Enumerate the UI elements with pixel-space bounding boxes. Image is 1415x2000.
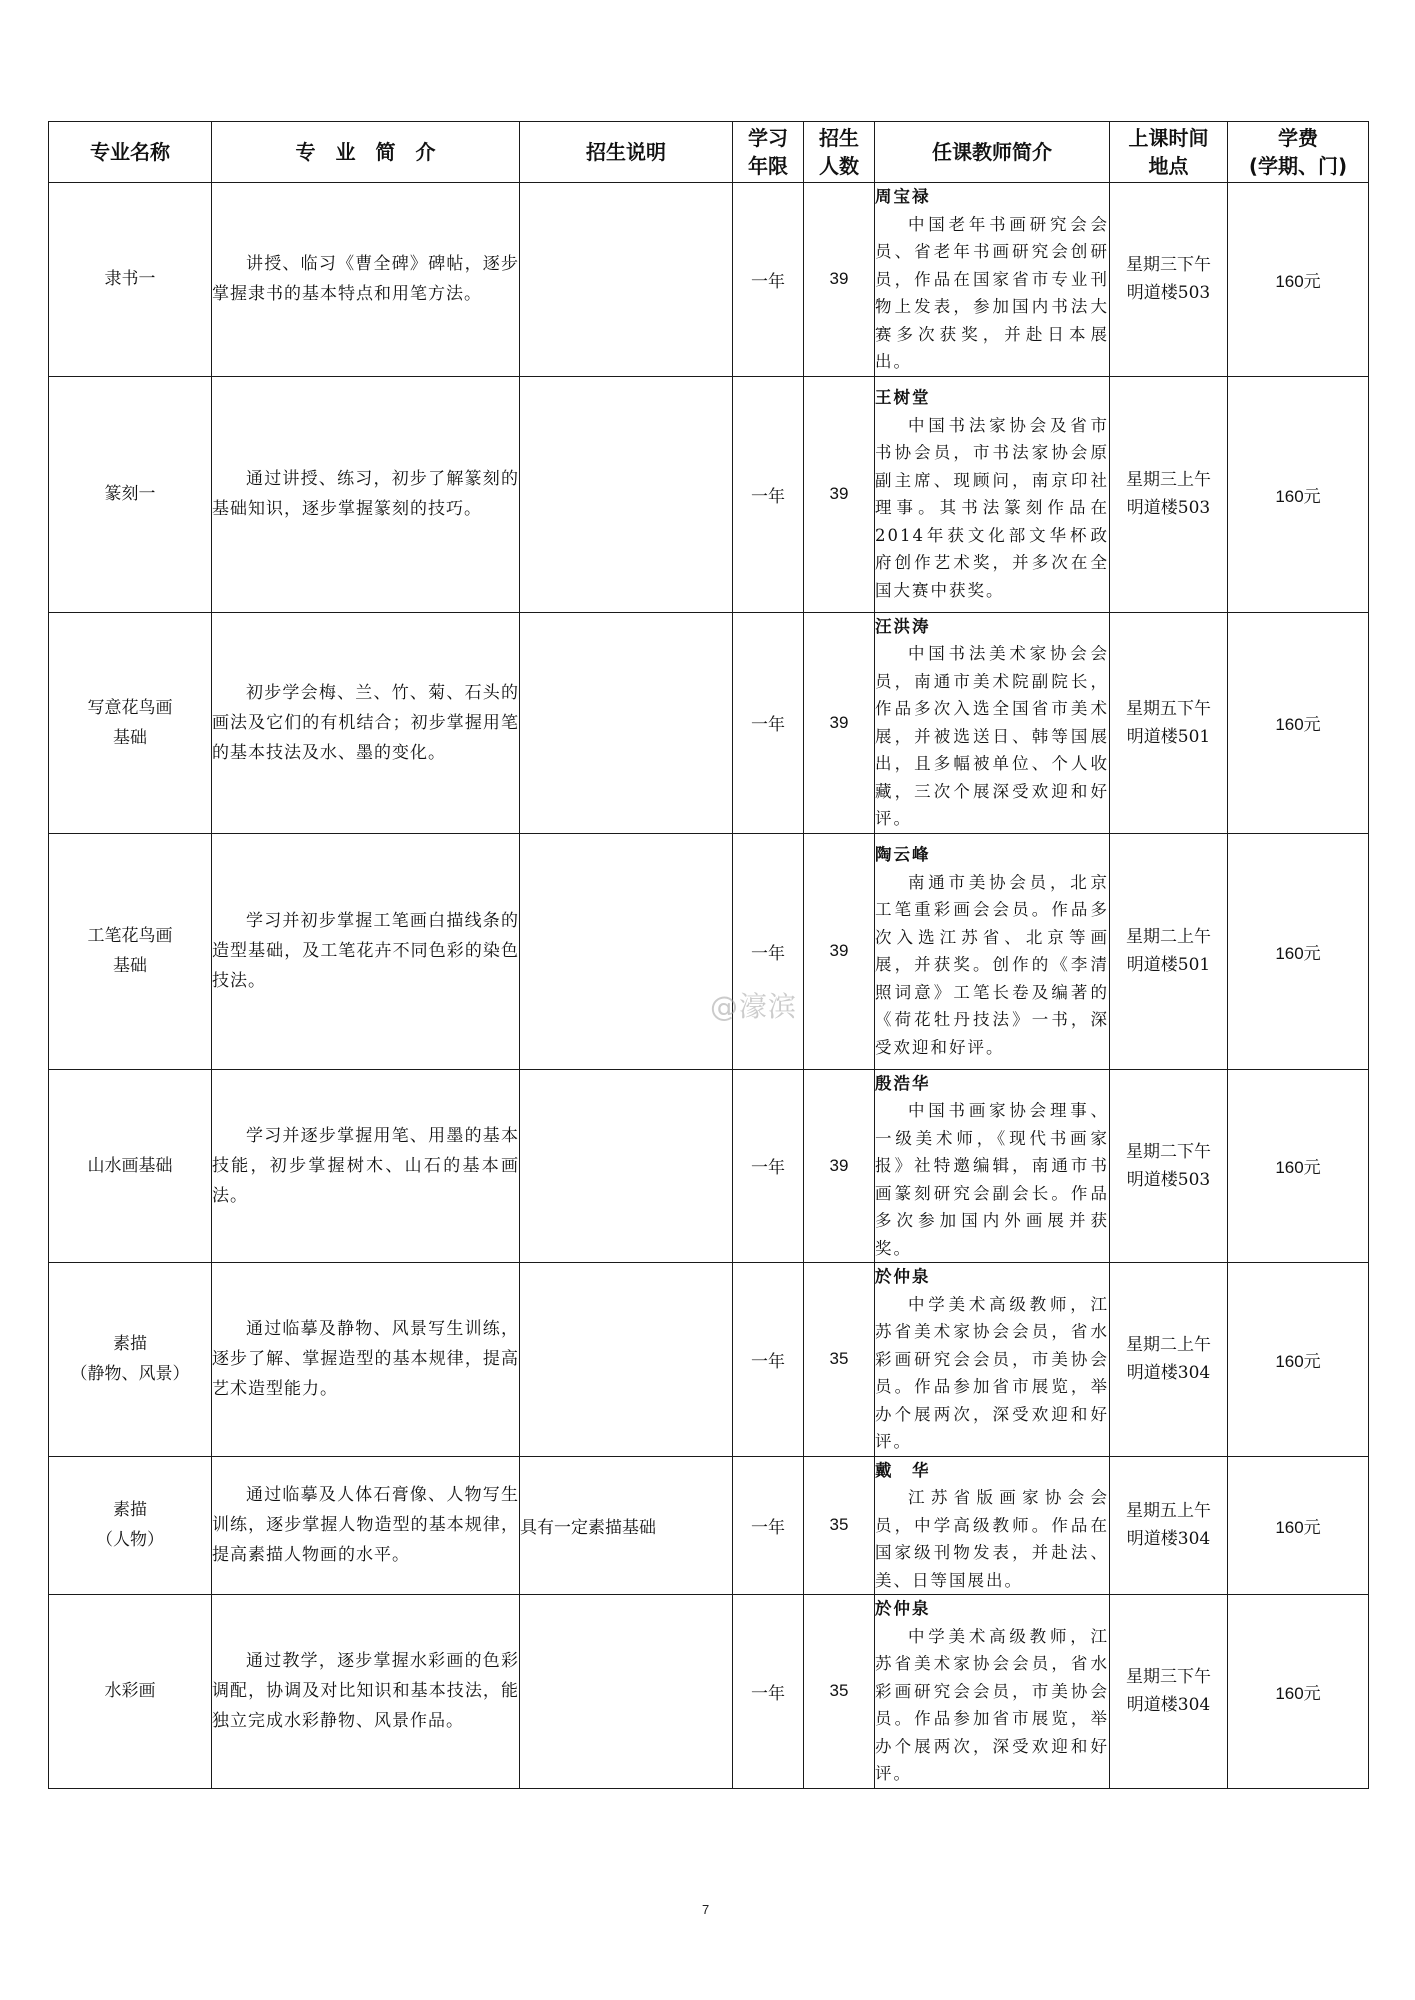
course-intro-text: 通过讲授、练习，初步了解篆刻的基础知识，逐步掌握篆刻的技巧。: [212, 469, 519, 519]
class-location: 明道楼501: [1126, 726, 1211, 747]
course-name-line1: 工笔花鸟画: [87, 926, 173, 946]
course-fee: 160元: [1228, 833, 1369, 1069]
course-years: 一年: [733, 1595, 804, 1789]
course-name-line1: 隶书一: [104, 269, 156, 290]
teacher-name: 於仲泉: [875, 1267, 931, 1286]
teacher-name: 汪洪涛: [875, 616, 931, 636]
course-enrollment: 35: [804, 1595, 875, 1789]
class-location: 明道楼503: [1126, 498, 1211, 518]
course-intro: [212, 1263, 520, 1457]
table-row: [49, 1263, 1369, 1457]
course-name-line1: 素描: [113, 1334, 147, 1355]
course-requirement: [520, 1263, 733, 1457]
class-time: 星期三下午: [1126, 1667, 1211, 1688]
table-row: [49, 1595, 1369, 1789]
class-time: 星期二上午: [1126, 927, 1211, 947]
course-fee: 160元: [1228, 1456, 1369, 1595]
class-location: 明道楼304: [1126, 1695, 1211, 1716]
course-intro-text: 讲授、临习《曹全碑》碑帖，逐步掌握隶书的基本特点和用笔方法。: [212, 254, 519, 305]
course-requirement: 具有一定素描基础: [520, 1456, 733, 1595]
course-name-line2: 基础: [113, 956, 147, 976]
header-time-line1: 上课时间: [1128, 126, 1209, 150]
class-time: 星期三上午: [1126, 470, 1211, 490]
course-requirement: [520, 612, 733, 833]
course-name-line1: 山水画基础: [87, 1155, 173, 1176]
course-years: 一年: [733, 833, 804, 1069]
course-intro: [212, 183, 520, 377]
class-time: 星期二下午: [1126, 1141, 1211, 1162]
teacher-profile: [875, 1456, 1110, 1595]
class-time-location: [1110, 183, 1228, 377]
course-enrollment: 39: [804, 833, 875, 1069]
header-major: 专业名称: [49, 122, 212, 183]
watermark: @濠滨: [710, 990, 798, 1023]
course-enrollment: 39: [804, 612, 875, 833]
table-header-row: [49, 122, 1369, 183]
header-count-line1: 招生: [819, 126, 859, 150]
course-enrollment: 39: [804, 183, 875, 377]
teacher-profile: [875, 833, 1110, 1069]
header-fee: [1228, 122, 1369, 183]
course-intro: [212, 376, 520, 612]
class-time: 星期五上午: [1126, 1501, 1211, 1522]
course-name: [49, 833, 212, 1069]
teacher-name: 戴 华: [875, 1460, 931, 1480]
course-enrollment: 39: [804, 1069, 875, 1263]
class-time-location: [1110, 833, 1228, 1069]
course-name-line2: （人物）: [96, 1530, 164, 1551]
course-intro: [212, 612, 520, 833]
course-name-line1: 写意花鸟画: [87, 697, 173, 718]
teacher-bio: 中学美术高级教师，江苏省美术家协会会员，省水彩画研究会会员，市美协会员。作品参加省市展览，举办个展两次，深受欢迎和好评。: [875, 1626, 1109, 1783]
course-requirement: [520, 1069, 733, 1263]
class-location: 明道楼503: [1126, 283, 1211, 304]
teacher-bio: 中国书画家协会理事、一级美术师，《现代书画家报》社特邀编辑，南通市书画篆刻研究会副会长。作品多次参加国内外画展并获奖。: [875, 1101, 1109, 1258]
header-count-line2: 人数: [819, 154, 859, 178]
course-name: [49, 1595, 212, 1789]
course-name-line2: （静物、风景）: [70, 1364, 190, 1385]
course-intro-text: 通过临摹及人体石膏像、人物写生训练，逐步掌握人物造型的基本规律，提高素描人物画的水平。: [212, 1485, 519, 1566]
course-years: 一年: [733, 183, 804, 377]
header-count: [804, 122, 875, 183]
header-years-line1: 学习: [748, 126, 788, 150]
table-row: [49, 183, 1369, 377]
course-name: [49, 376, 212, 612]
course-fee: 160元: [1228, 183, 1369, 377]
course-requirement: [520, 1595, 733, 1789]
class-time-location: [1110, 1456, 1228, 1595]
teacher-profile: [875, 1263, 1110, 1457]
course-requirement: [520, 376, 733, 612]
course-table: [48, 121, 1369, 1789]
course-years: 一年: [733, 1263, 804, 1457]
course-intro-text: 通过临摹及静物、风景写生训练，逐步了解、掌握造型的基本规律，提高艺术造型能力。: [212, 1319, 519, 1400]
class-time: 星期二上午: [1126, 1335, 1211, 1356]
teacher-profile: [875, 612, 1110, 833]
course-name-line2: 基础: [113, 727, 147, 748]
class-time-location: [1110, 1595, 1228, 1789]
table-row: [49, 833, 1369, 1069]
table-row: [49, 1069, 1369, 1263]
class-time-location: [1110, 1263, 1228, 1457]
teacher-name: 於仲泉: [875, 1599, 931, 1618]
header-time-line2: 地点: [1148, 154, 1189, 178]
teacher-bio: 南通市美协会员，北京工笔重彩画会会员。作品多次入选江苏省、北京等画展，并获奖。创作的《李清照词意》工笔长卷及编著的《荷花牡丹技法》一书，深受欢迎和好评。: [875, 872, 1109, 1057]
teacher-profile: [875, 183, 1110, 377]
header-teacher: 任课教师简介: [875, 122, 1110, 183]
course-requirement: [520, 833, 733, 1069]
table-row: [49, 376, 1369, 612]
teacher-bio: 中学美术高级教师，江苏省美术家协会会员，省水彩画研究会会员，市美协会员。作品参加省市展览，举办个展两次，深受欢迎和好评。: [875, 1294, 1109, 1451]
table-row: [49, 612, 1369, 833]
course-name: [49, 183, 212, 377]
course-years: 一年: [733, 376, 804, 612]
course-enrollment: 35: [804, 1263, 875, 1457]
class-location: 明道楼501: [1126, 955, 1211, 975]
course-intro: [212, 1595, 520, 1789]
course-name: [49, 1263, 212, 1457]
teacher-name: 陶云峰: [875, 845, 931, 864]
course-name-line1: 素描: [113, 1500, 147, 1521]
teacher-profile: [875, 1069, 1110, 1263]
course-fee: 160元: [1228, 1595, 1369, 1789]
course-years: 一年: [733, 1069, 804, 1263]
class-location: 明道楼304: [1126, 1363, 1211, 1384]
class-time-location: [1110, 1069, 1228, 1263]
class-time: 星期三下午: [1126, 255, 1211, 276]
teacher-profile: [875, 1595, 1110, 1789]
course-name: [49, 1069, 212, 1263]
teacher-bio: 江苏省版画家协会会员，中学高级教师。作品在国家级刊物发表，并赴法、美、日等国展出。: [875, 1488, 1109, 1590]
teacher-bio: 中国老年书画研究会会员、省老年书画研究会创研员，作品在国家省市专业刊物上发表，参加国内书法大赛多次获奖，并赴日本展出。: [875, 214, 1109, 371]
class-time-location: [1110, 612, 1228, 833]
course-intro: [212, 833, 520, 1069]
course-name: [49, 1456, 212, 1595]
course-fee: 160元: [1228, 612, 1369, 833]
course-years: 一年: [733, 1456, 804, 1595]
teacher-name: 殷浩华: [875, 1073, 931, 1093]
class-location: 明道楼503: [1126, 1169, 1211, 1190]
header-fee-line1: 学费: [1278, 126, 1318, 150]
header-requirements: 招生说明: [520, 122, 733, 183]
teacher-bio: 中国书法家协会及省市书协会员，市书法家协会原副主席、现顾问，南京印社理事。其书法篆刻作品在2014年获文化部文华杯政府创作艺术奖，并多次在全国大赛中获奖。: [875, 415, 1109, 600]
course-intro-text: 学习并逐步掌握用笔、用墨的基本技能，初步掌握树木、山石的基本画法。: [212, 1125, 519, 1206]
course-intro-text: 学习并初步掌握工笔画白描线条的造型基础，及工笔花卉不同色彩的染色技法。: [212, 911, 519, 991]
teacher-profile: [875, 376, 1110, 612]
header-years-line2: 年限: [748, 154, 788, 178]
class-time-location: [1110, 376, 1228, 612]
table-row: [49, 1456, 1369, 1595]
course-intro-text: 初步学会梅、兰、竹、菊、石头的画法及它们的有机结合；初步掌握用笔的基本技法及水、墨的变化。: [212, 682, 519, 763]
teacher-name: 周宝禄: [875, 187, 931, 206]
page-number: 7: [702, 1902, 710, 1917]
course-name-line1: 水彩画: [104, 1681, 156, 1702]
teacher-bio: 中国书法美术家协会会员，南通市美术院副院长，作品多次入选全国省市美术展，并被选送日、韩等国展出，且多幅被单位、个人收藏，三次个展深受欢迎和好评。: [875, 644, 1109, 828]
header-fee-line2: (学期、门): [1248, 154, 1348, 178]
class-location: 明道楼304: [1126, 1529, 1211, 1550]
course-enrollment: 39: [804, 376, 875, 612]
teacher-name: 王树堂: [875, 388, 931, 407]
course-years: 一年: [733, 612, 804, 833]
document-page: [48, 121, 1368, 1789]
course-intro: [212, 1456, 520, 1595]
course-name-line1: 篆刻一: [104, 484, 156, 504]
course-requirement: [520, 183, 733, 377]
header-time: [1110, 122, 1228, 183]
header-intro: 专 业 简 介: [212, 122, 520, 183]
course-fee: 160元: [1228, 376, 1369, 612]
course-intro: [212, 1069, 520, 1263]
course-enrollment: 35: [804, 1456, 875, 1595]
course-fee: 160元: [1228, 1069, 1369, 1263]
course-name: [49, 612, 212, 833]
course-fee: 160元: [1228, 1263, 1369, 1457]
class-time: 星期五下午: [1126, 698, 1211, 719]
course-intro-text: 通过教学，逐步掌握水彩画的色彩调配，协调及对比知识和基本技法，能独立完成水彩静物、风景作品。: [212, 1651, 519, 1732]
header-years: [733, 122, 804, 183]
